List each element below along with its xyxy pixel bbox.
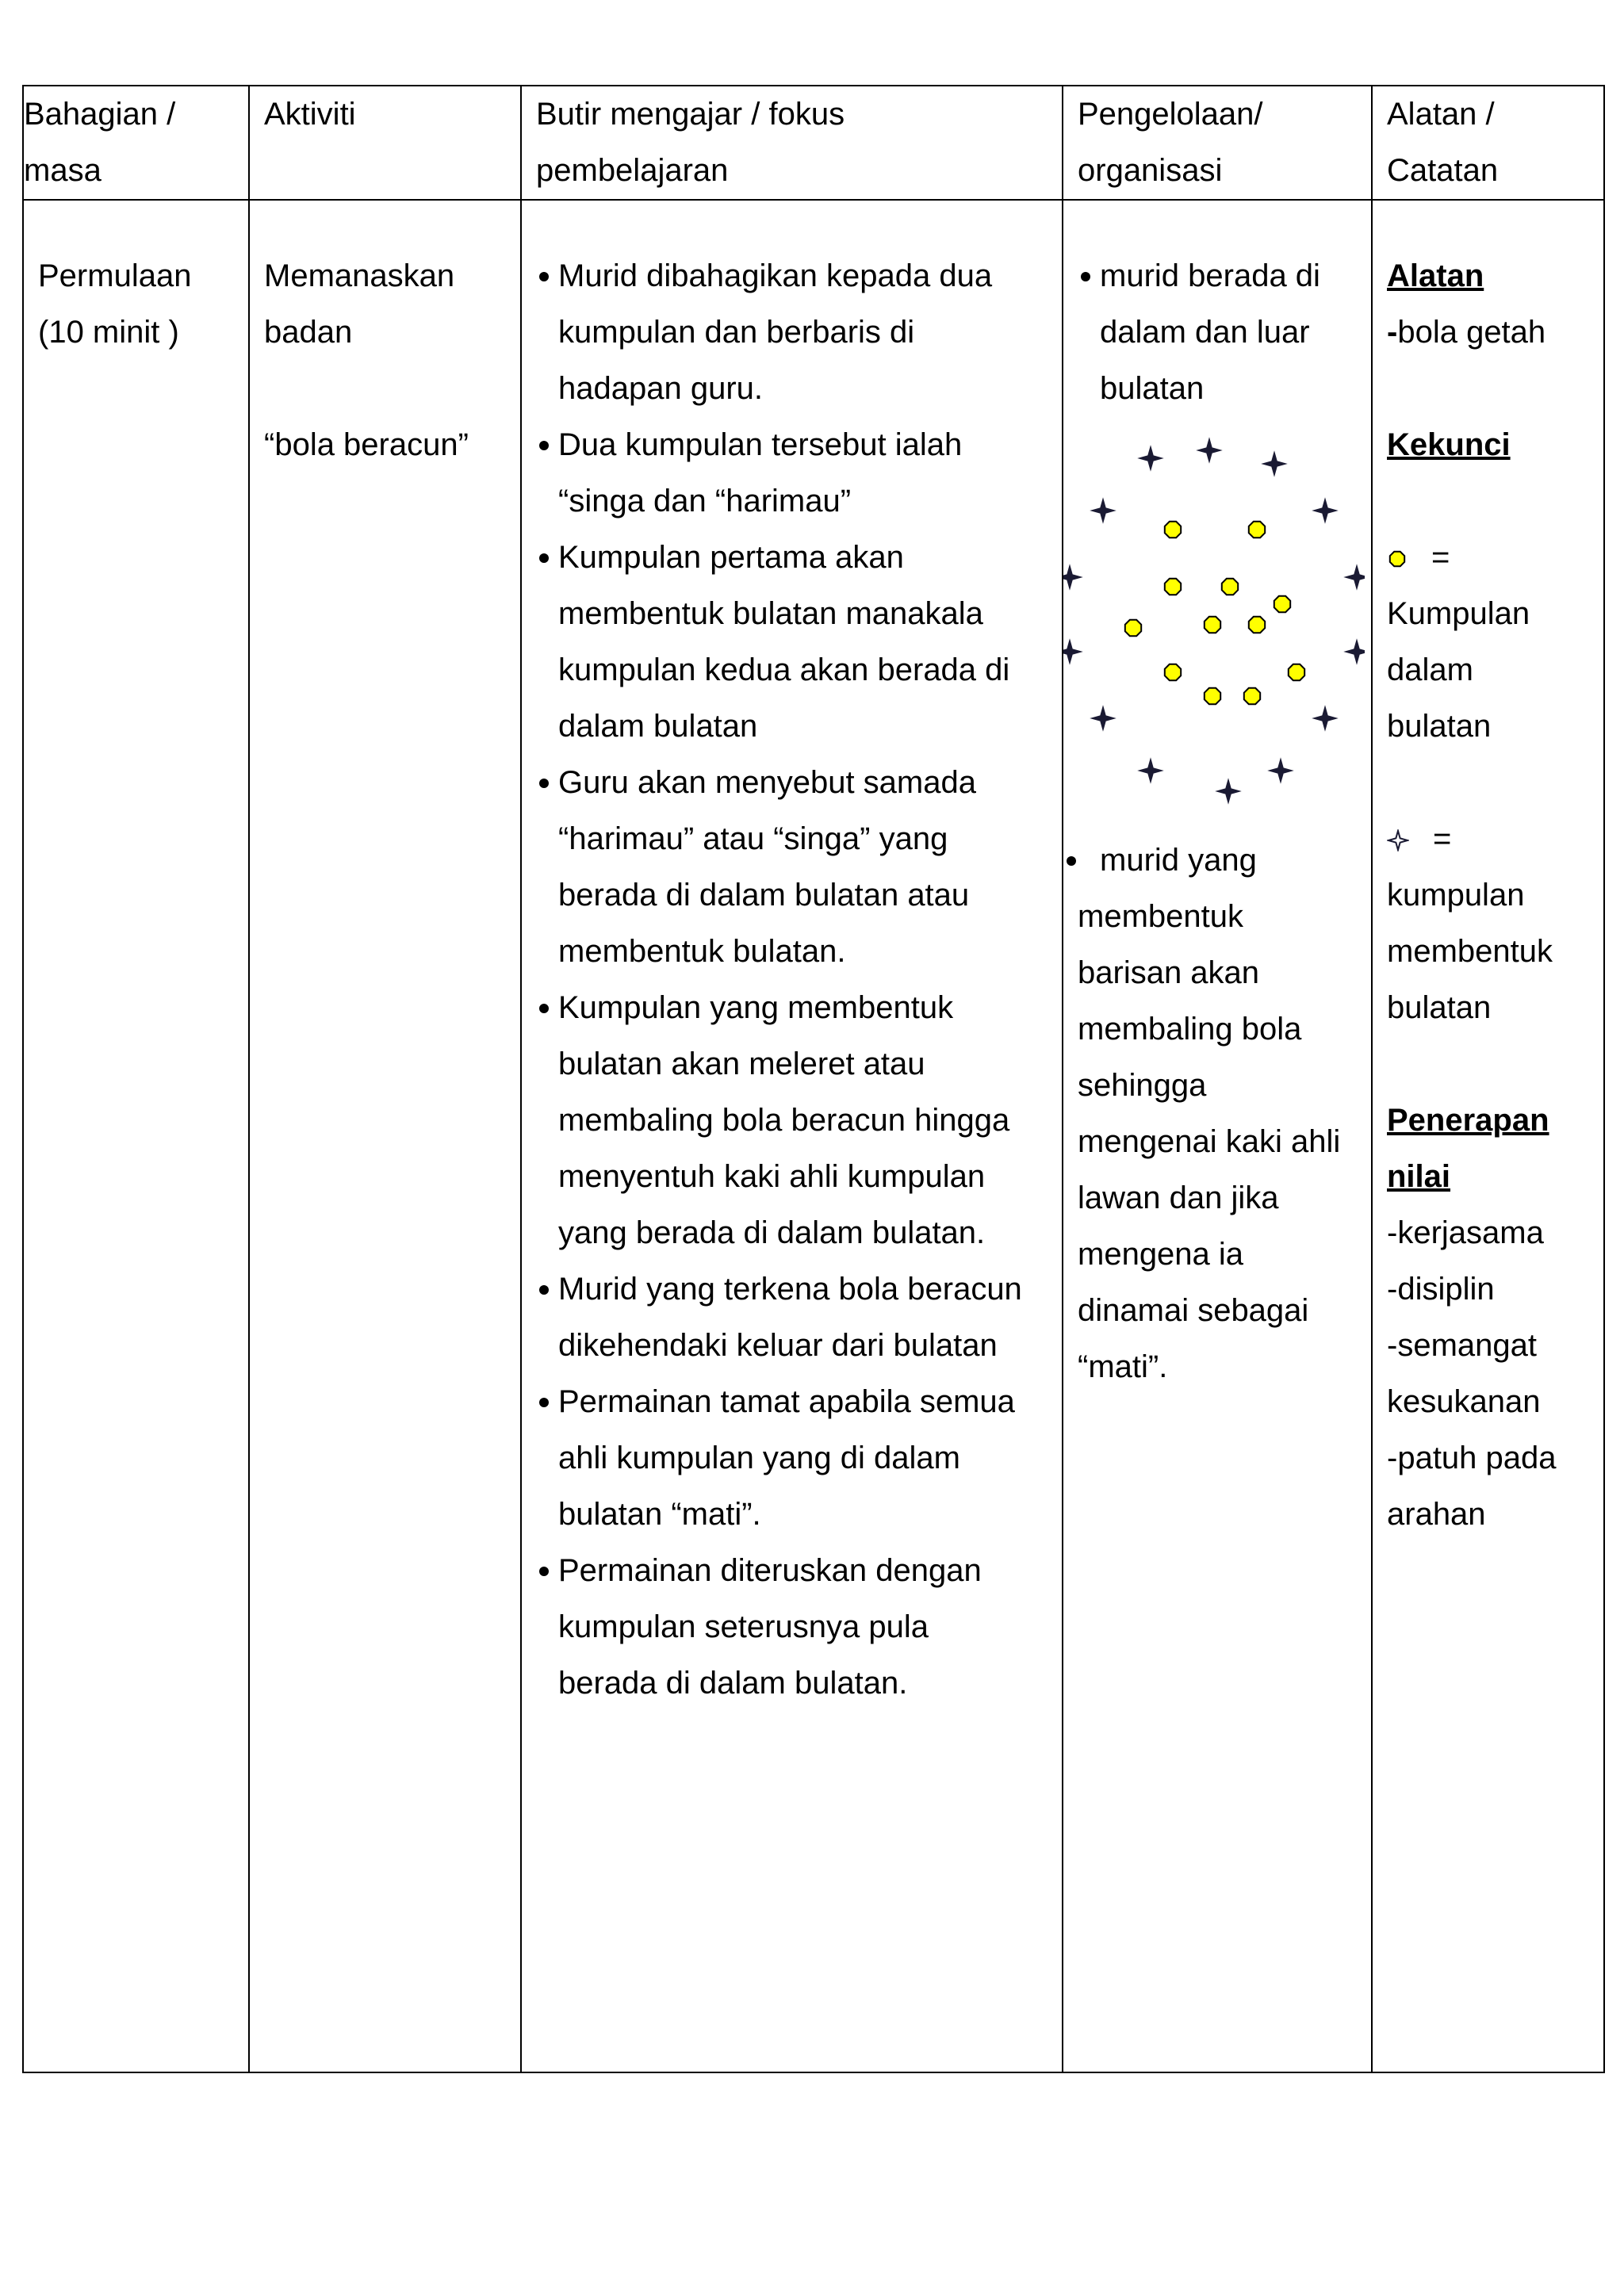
nilai-item: kesukanan <box>1387 1384 1541 1419</box>
four-point-star-icon <box>1263 453 1285 475</box>
header-pengelolaan: Pengelolaan/ organisasi <box>1063 86 1372 200</box>
content-row <box>23 200 1604 2072</box>
aktiviti-line: Memanaskan <box>264 258 455 293</box>
yellow-circle-marker-icon <box>1125 620 1141 636</box>
four-point-star-icon <box>1314 499 1336 522</box>
yellow-circle-marker-icon <box>1165 664 1181 680</box>
cell-bahagian <box>23 200 249 2072</box>
alatan-item: -bola getah <box>1387 315 1546 350</box>
yellow-circle-marker-icon <box>1249 617 1265 633</box>
four-point-star-icon <box>1092 499 1114 522</box>
yellow-circle-marker-icon <box>1165 579 1181 595</box>
four-point-star-icon <box>1198 439 1220 461</box>
aktiviti-game-name: “bola beracun” <box>264 427 469 462</box>
penerapan-heading: Penerapan <box>1387 1103 1549 1138</box>
yellow-circle-marker-icon <box>1249 522 1265 538</box>
yellow-circle-marker-icon <box>1205 617 1220 633</box>
header-row <box>23 86 1604 200</box>
key-inner-line: = <box>1387 530 1592 586</box>
yellow-circle-marker-icon <box>1165 522 1181 538</box>
butir-list <box>536 248 1051 1712</box>
four-point-star-icon <box>1139 760 1162 782</box>
four-point-star-icon <box>1387 829 1409 851</box>
nilai-item: arahan <box>1387 1497 1486 1532</box>
aktiviti-line: badan <box>264 315 353 350</box>
four-point-star-icon <box>1346 566 1365 588</box>
four-point-star-icon <box>1217 780 1239 802</box>
lesson-plan-table <box>22 85 1605 2073</box>
four-point-star-icon <box>1139 447 1162 469</box>
butir-item: Murid dibahagikan kepada dua kumpulan dan berbaris di hadapan guru. <box>536 248 1051 417</box>
formation-diagram <box>1063 420 1365 832</box>
yellow-circle-marker-icon <box>1244 688 1260 704</box>
yellow-circle-marker-icon <box>1289 664 1304 680</box>
nilai-item: -kerjasama <box>1387 1215 1544 1250</box>
butir-item: Guru akan menyebut samada “harimau” atau “singa” yang berada di dalam bulatan atau membentuk bulatan. <box>536 755 1051 980</box>
cell-alatan: Alatan -bola getah Kekunci = Kumpulan dalam bulatan = kumpulan membentuk bulatan Penerapan nilai -kerjasama -disiplin -semangat kesukanan -patuh pada arahan <box>1372 200 1604 2072</box>
yellow-circle-marker-icon <box>1222 579 1238 595</box>
header-bahagian: Bahagian / masa <box>23 86 249 200</box>
header-butir: Butir mengajar / fokus pembelajaran <box>521 86 1063 200</box>
four-point-star-icon <box>1314 707 1336 729</box>
four-point-star-icon <box>1346 641 1365 663</box>
yellow-circle-marker-icon <box>1205 688 1220 704</box>
header-alatan: Alatan / Catatan <box>1372 86 1604 200</box>
nilai-item: -disiplin <box>1387 1272 1495 1307</box>
organisasi-point-1: murid berada di dalam dan luar bulatan <box>1078 248 1360 417</box>
four-point-star-icon <box>1092 707 1114 729</box>
nilai-item: -semangat <box>1387 1328 1537 1363</box>
nilai-item: -patuh pada <box>1387 1441 1557 1475</box>
butir-item: Kumpulan pertama akan membentuk bulatan manakala kumpulan kedua akan berada di dalam bulatan <box>536 530 1051 755</box>
penerapan-heading-2: nilai <box>1387 1159 1451 1194</box>
butir-item: Permainan tamat apabila semua ahli kumpulan yang di dalam bulatan “mati”. <box>536 1374 1051 1543</box>
four-point-star-icon <box>1063 566 1081 588</box>
kekunci-heading: Kekunci <box>1387 427 1511 462</box>
alatan-heading: Alatan <box>1387 258 1484 293</box>
organisasi-point-2: murid yang membentuk barisan akan membaling bola sehingga mengenai kaki ahli lawan dan jika mengena ia dinamai sebagai “mati”. <box>1063 832 1360 1395</box>
butir-item: Murid yang terkena bola beracun dikehendaki keluar dari bulatan <box>536 1261 1051 1374</box>
four-point-star-icon <box>1270 760 1292 782</box>
formation-svg <box>1063 420 1365 832</box>
butir-item: Permainan diteruskan dengan kumpulan seterusnya pula berada di dalam bulatan. <box>536 1543 1051 1712</box>
cell-butir <box>521 200 1063 2072</box>
yellow-circle-marker-icon <box>1274 596 1290 612</box>
butir-item: Dua kumpulan tersebut ialah “singa dan “harimau” <box>536 417 1051 530</box>
yellow-circle-marker-icon <box>1387 549 1408 569</box>
bahagian-name: Permulaan <box>38 258 192 293</box>
bahagian-duration: (10 minit ) <box>38 315 179 350</box>
cell-pengelolaan <box>1063 200 1372 2072</box>
key-outer-line: = <box>1387 811 1592 867</box>
cell-aktiviti <box>249 200 521 2072</box>
header-aktiviti: Aktiviti <box>249 86 521 200</box>
four-point-star-icon <box>1063 641 1081 663</box>
butir-item: Kumpulan yang membentuk bulatan akan meleret atau membaling bola beracun hingga menyentuh kaki ahli kumpulan yang berada di dalam bulatan. <box>536 980 1051 1261</box>
